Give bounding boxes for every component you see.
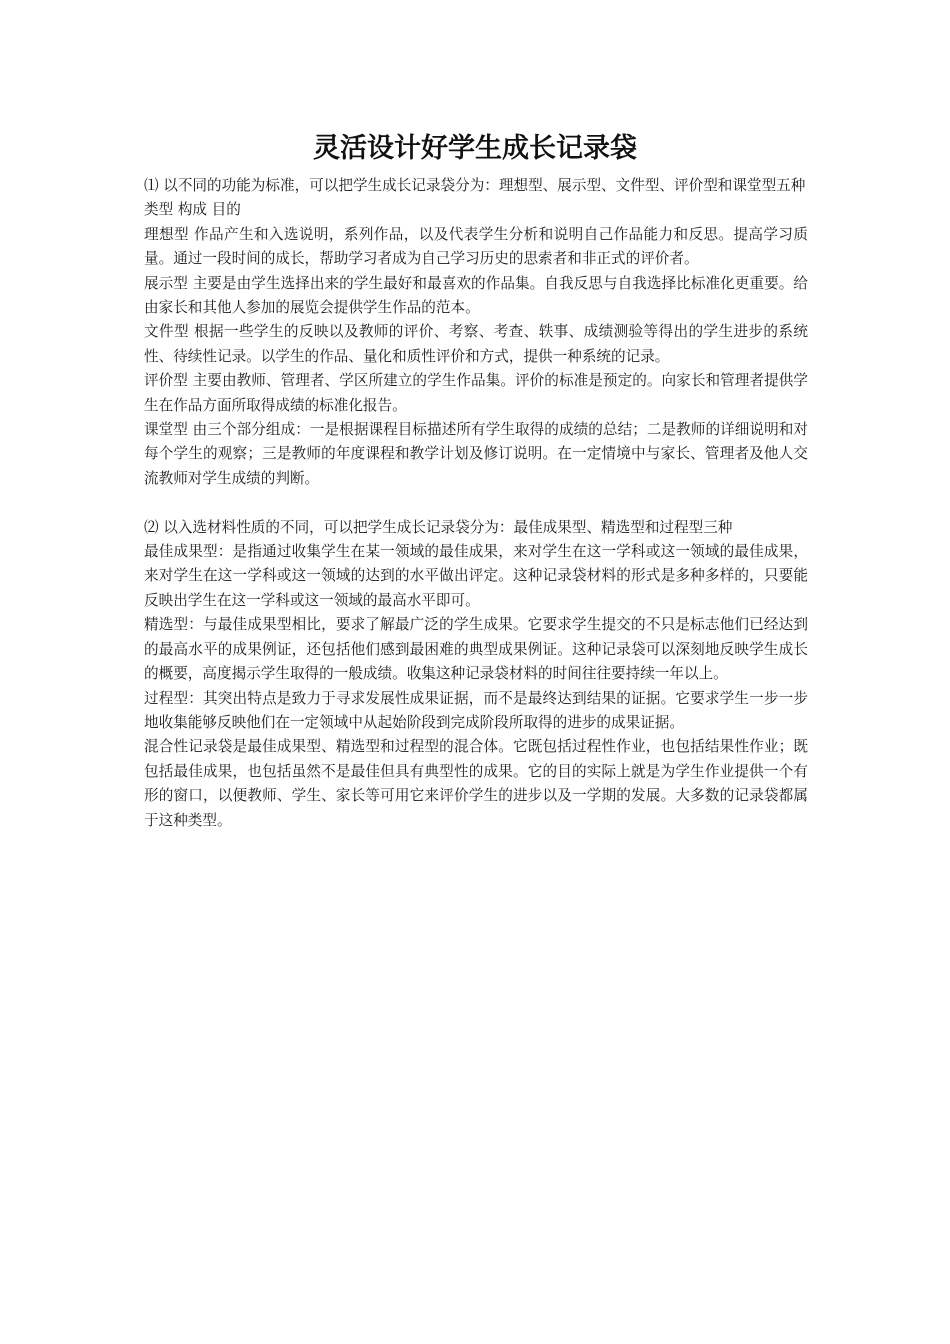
document-title: 灵活设计好学生成长记录袋 (313, 133, 637, 164)
section1-item-evaluation: 评价型 主要由教师、管理者、学区所建立的学生作品集。评价的标准是预定的。向家长和管理者提供学生在作品方面所取得成绩的标准化报告。 (144, 372, 808, 414)
section2-item-mixed: 混合性记录袋是最佳成果型、精选型和过程型的混合体。它既包括过程性作业，也包括结果性作业；既包括最佳成果，也包括虽然不是最佳但具有典型性的成果。它的目的实际上就是为学生作业提供一个有形的窗口，以便教师、学生、家长等可用它来评价学生的进步以及一学期的发展。大多数的记录袋都属于这种类型。 (144, 738, 808, 829)
section1-table-header: 类型 构成 目的 (144, 201, 241, 219)
section2-intro: ⑵ 以入选材料性质的不同，可以把学生成长记录袋分为：最佳成果型、精选型和过程型三种 (144, 518, 733, 536)
section2-item-best-work: 最佳成果型：是指通过收集学生在某一领域的最佳成果，来对学生在这一学科或这一领域的最佳成果，来对学生在这一学科或这一领域的达到的水平做出评定。这种记录袋材料的形式是多种多样的，只要能反映出学生在这一学科或这一领域的最高水平即可。 (144, 543, 808, 609)
section2-item-process: 过程型：其突出特点是致力于寻求发展性成果证据，而不是最终达到结果的证据。它要求学生一步一步地收集能够反映他们在一定领域中从起始阶段到完成阶段所取得的进步的成果证据。 (144, 689, 808, 731)
section1-item-classroom: 课堂型 由三个部分组成：一是根据课程目标描述所有学生取得的成绩的总结；二是教师的详细说明和对每个学生的观察；三是教师的年度课程和教学计划及修订说明。在一定情境中与家长、管理者及他人交流教师对学生成绩的判断。 (144, 421, 808, 487)
section1-intro: ⑴ 以不同的功能为标准，可以把学生成长记录袋分为：理想型、展示型、文件型、评价型和课堂型五种 (144, 177, 806, 194)
section1-item-document: 文件型 根据一些学生的反映以及教师的评价、考察、考查、轶事、成绩测验等得出的学生进步的系统性、待续性记录。以学生的作品、量化和质性评价和方式，提供一种系统的记录。 (144, 323, 808, 365)
document-body (144, 174, 808, 833)
section1-item-ideal: 理想型 作品产生和入选说明，系列作品，以及代表学生分析和说明自己作品能力和反思。提高学习质量。通过一段时间的成长，帮助学习者成为自己学习历史的思索者和非正式的评价者。 (144, 225, 808, 268)
section2-item-selected: 精选型：与最佳成果型相比，要求了解最广泛的学生成果。它要求学生提交的不只是标志他们已经达到的最高水平的成果例证，还包括他们感到最困难的典型成果例证。这种记录袋可以深刻地反映学生成长的概要，高度揭示学生取得的一般成绩。收集这种记录袋材料的时间往往要持续一年以上。 (144, 616, 808, 683)
paragraph-spacer (144, 491, 808, 515)
section1-item-showcase: 展示型 主要是由学生选择出来的学生最好和最喜欢的作品集。自我反思与自我选择比标准化更重要。给由家长和其他人参加的展览会提供学生作品的范本。 (144, 274, 808, 317)
